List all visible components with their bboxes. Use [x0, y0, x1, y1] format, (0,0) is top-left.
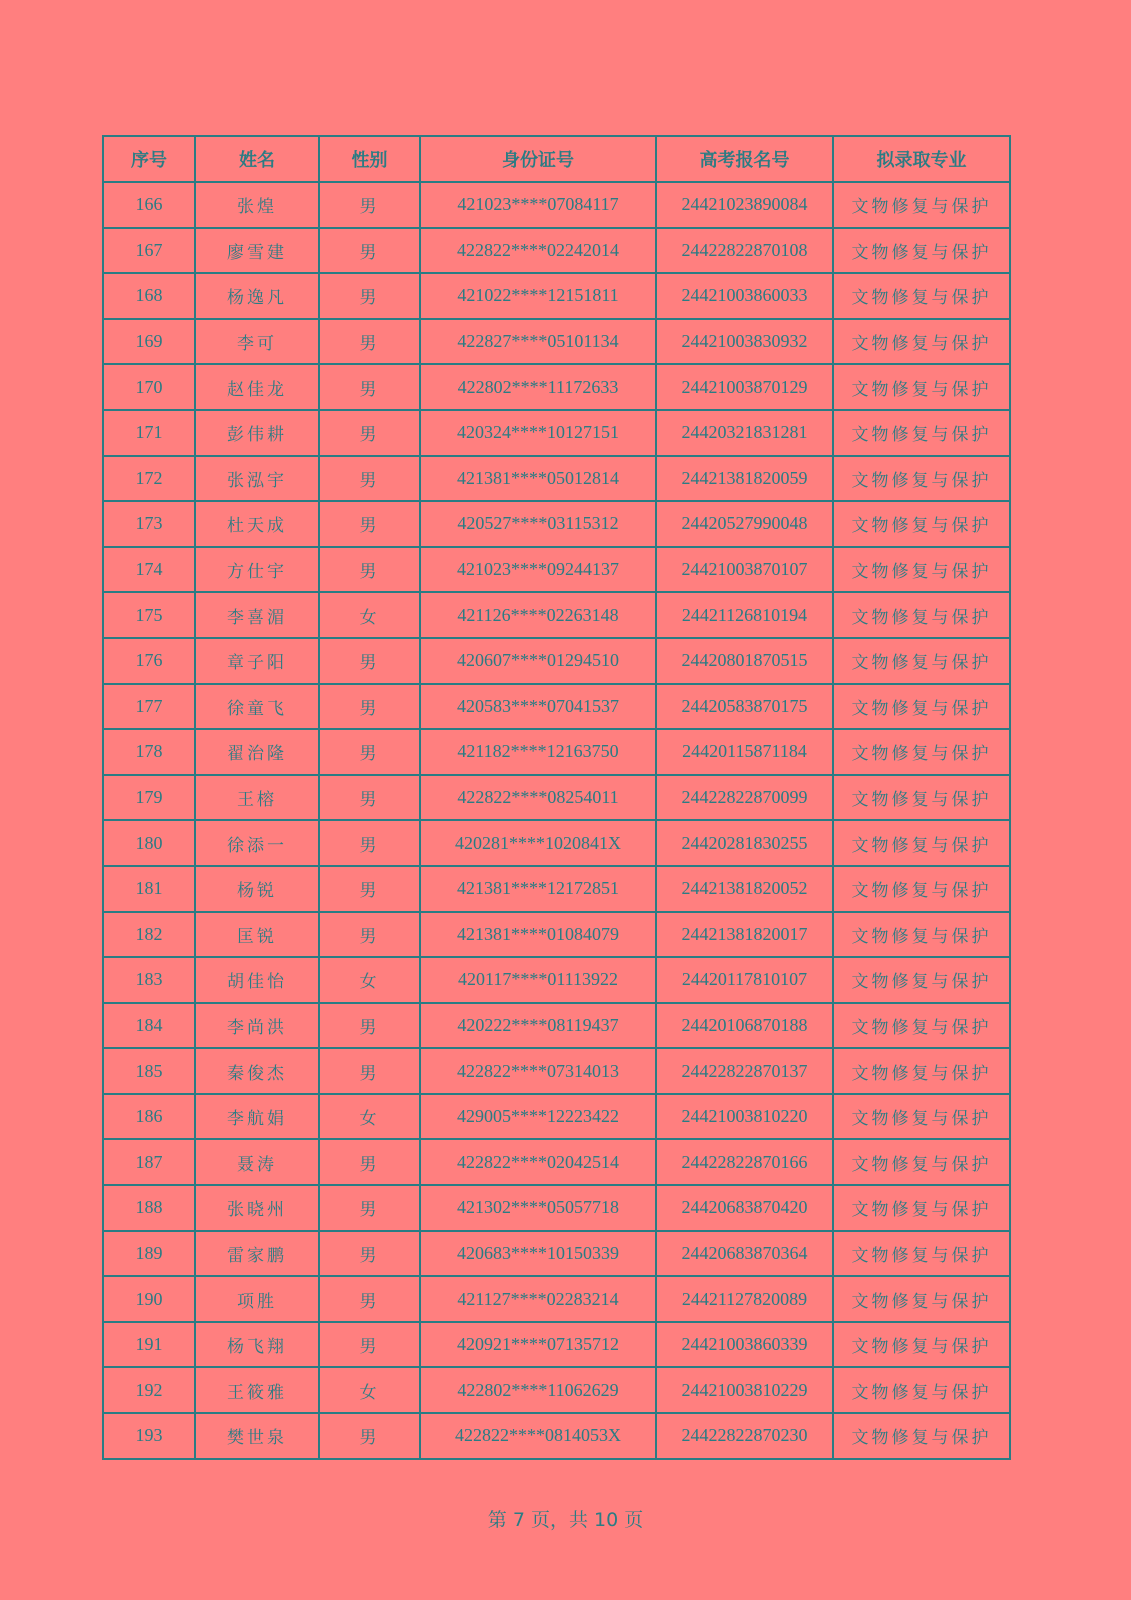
cell-gender: 女 — [319, 592, 420, 638]
cell-gender: 男 — [319, 547, 420, 593]
cell-gender: 女 — [319, 1367, 420, 1413]
cell-major: 文物修复与保护 — [833, 1048, 1010, 1094]
table-row — [103, 501, 1010, 547]
cell-name: 匡锐 — [195, 912, 319, 958]
cell-exam-registration-number: 24422822870099 — [656, 775, 833, 821]
admission-table-container — [102, 135, 1009, 1460]
cell-gender: 男 — [319, 273, 420, 319]
cell-id-number: 421302****05057718 — [420, 1185, 656, 1231]
cell-exam-registration-number: 24420527990048 — [656, 501, 833, 547]
cell-name: 秦俊杰 — [195, 1048, 319, 1094]
cell-gender: 男 — [319, 638, 420, 684]
cell-gender: 男 — [319, 866, 420, 912]
table-row — [103, 912, 1010, 958]
cell-major: 文物修复与保护 — [833, 1003, 1010, 1049]
cell-major: 文物修复与保护 — [833, 1276, 1010, 1322]
table-row — [103, 228, 1010, 274]
cell-gender: 男 — [319, 410, 420, 456]
cell-exam-registration-number: 24421003810229 — [656, 1367, 833, 1413]
cell-exam-registration-number: 24421003810220 — [656, 1094, 833, 1140]
cell-serial: 182 — [103, 912, 195, 958]
cell-gender: 男 — [319, 319, 420, 365]
cell-gender: 男 — [319, 1003, 420, 1049]
cell-serial: 187 — [103, 1139, 195, 1185]
cell-id-number: 420607****01294510 — [420, 638, 656, 684]
cell-major: 文物修复与保护 — [833, 1094, 1010, 1140]
cell-name: 方仕宇 — [195, 547, 319, 593]
header-gender: 性别 — [319, 136, 420, 182]
table-row — [103, 319, 1010, 365]
cell-gender: 男 — [319, 364, 420, 410]
cell-exam-registration-number: 24421381820059 — [656, 456, 833, 502]
cell-serial: 189 — [103, 1231, 195, 1277]
cell-exam-registration-number: 24421381820052 — [656, 866, 833, 912]
cell-id-number: 421023****07084117 — [420, 182, 656, 228]
cell-major: 文物修复与保护 — [833, 228, 1010, 274]
cell-id-number: 421182****12163750 — [420, 729, 656, 775]
cell-id-number: 422822****02042514 — [420, 1139, 656, 1185]
cell-major: 文物修复与保护 — [833, 820, 1010, 866]
cell-id-number: 421381****12172851 — [420, 866, 656, 912]
cell-major: 文物修复与保护 — [833, 364, 1010, 410]
cell-name: 徐添一 — [195, 820, 319, 866]
cell-serial: 174 — [103, 547, 195, 593]
admission-table — [102, 135, 1011, 1460]
cell-serial: 192 — [103, 1367, 195, 1413]
table-row — [103, 1322, 1010, 1368]
cell-gender: 女 — [319, 1094, 420, 1140]
cell-id-number: 422822****08254011 — [420, 775, 656, 821]
cell-name: 张晓州 — [195, 1185, 319, 1231]
cell-name: 王榕 — [195, 775, 319, 821]
table-header-row — [103, 136, 1010, 182]
cell-serial: 167 — [103, 228, 195, 274]
table-row — [103, 364, 1010, 410]
cell-name: 杨飞翔 — [195, 1322, 319, 1368]
cell-exam-registration-number: 24422822870108 — [656, 228, 833, 274]
table-row — [103, 1367, 1010, 1413]
table-row — [103, 729, 1010, 775]
cell-serial: 193 — [103, 1413, 195, 1459]
cell-name: 张煌 — [195, 182, 319, 228]
cell-name: 章子阳 — [195, 638, 319, 684]
cell-exam-registration-number: 24420281830255 — [656, 820, 833, 866]
cell-major: 文物修复与保护 — [833, 638, 1010, 684]
cell-name: 张泓宇 — [195, 456, 319, 502]
cell-major: 文物修复与保护 — [833, 1185, 1010, 1231]
cell-gender: 男 — [319, 912, 420, 958]
header-name: 姓名 — [195, 136, 319, 182]
cell-exam-registration-number: 24420683870420 — [656, 1185, 833, 1231]
cell-name: 彭伟耕 — [195, 410, 319, 456]
cell-serial: 170 — [103, 364, 195, 410]
cell-major: 文物修复与保护 — [833, 1139, 1010, 1185]
cell-exam-registration-number: 24421003860033 — [656, 273, 833, 319]
table-row — [103, 592, 1010, 638]
cell-id-number: 420222****08119437 — [420, 1003, 656, 1049]
cell-gender: 男 — [319, 1139, 420, 1185]
cell-serial: 169 — [103, 319, 195, 365]
header-serial: 序号 — [103, 136, 195, 182]
cell-major: 文物修复与保护 — [833, 1413, 1010, 1459]
cell-serial: 185 — [103, 1048, 195, 1094]
cell-gender: 男 — [319, 182, 420, 228]
cell-major: 文物修复与保护 — [833, 273, 1010, 319]
cell-serial: 177 — [103, 684, 195, 730]
cell-name: 聂涛 — [195, 1139, 319, 1185]
table-row — [103, 820, 1010, 866]
cell-exam-registration-number: 24420115871184 — [656, 729, 833, 775]
cell-id-number: 422802****11172633 — [420, 364, 656, 410]
table-row — [103, 182, 1010, 228]
cell-exam-registration-number: 24421003860339 — [656, 1322, 833, 1368]
cell-major: 文物修复与保护 — [833, 775, 1010, 821]
cell-gender: 男 — [319, 775, 420, 821]
cell-gender: 女 — [319, 957, 420, 1003]
cell-name: 李喜湄 — [195, 592, 319, 638]
cell-gender: 男 — [319, 1185, 420, 1231]
table-row — [103, 1276, 1010, 1322]
cell-id-number: 422802****11062629 — [420, 1367, 656, 1413]
table-row — [103, 1139, 1010, 1185]
cell-name: 杨逸凡 — [195, 273, 319, 319]
cell-gender: 男 — [319, 729, 420, 775]
cell-id-number: 421381****05012814 — [420, 456, 656, 502]
cell-gender: 男 — [319, 456, 420, 502]
cell-major: 文物修复与保护 — [833, 592, 1010, 638]
cell-name: 赵佳龙 — [195, 364, 319, 410]
cell-id-number: 420583****07041537 — [420, 684, 656, 730]
table-row — [103, 684, 1010, 730]
cell-serial: 176 — [103, 638, 195, 684]
cell-name: 雷家鹏 — [195, 1231, 319, 1277]
cell-id-number: 421126****02263148 — [420, 592, 656, 638]
table-row — [103, 547, 1010, 593]
header-major: 拟录取专业 — [833, 136, 1010, 182]
cell-gender: 男 — [319, 820, 420, 866]
cell-major: 文物修复与保护 — [833, 912, 1010, 958]
cell-major: 文物修复与保护 — [833, 684, 1010, 730]
cell-gender: 男 — [319, 1322, 420, 1368]
cell-id-number: 420324****10127151 — [420, 410, 656, 456]
cell-major: 文物修复与保护 — [833, 866, 1010, 912]
cell-exam-registration-number: 24421381820017 — [656, 912, 833, 958]
cell-exam-registration-number: 24420321831281 — [656, 410, 833, 456]
cell-id-number: 420683****10150339 — [420, 1231, 656, 1277]
header-id-number: 身份证号 — [420, 136, 656, 182]
cell-id-number: 422822****0814053X — [420, 1413, 656, 1459]
cell-major: 文物修复与保护 — [833, 410, 1010, 456]
cell-name: 李航娟 — [195, 1094, 319, 1140]
cell-name: 樊世泉 — [195, 1413, 319, 1459]
cell-exam-registration-number: 24421023890084 — [656, 182, 833, 228]
cell-id-number: 422822****07314013 — [420, 1048, 656, 1094]
table-row — [103, 866, 1010, 912]
cell-id-number: 422822****02242014 — [420, 228, 656, 274]
cell-exam-registration-number: 24420683870364 — [656, 1231, 833, 1277]
cell-exam-registration-number: 24421003870129 — [656, 364, 833, 410]
cell-name: 廖雪建 — [195, 228, 319, 274]
cell-name: 杜天成 — [195, 501, 319, 547]
table-row — [103, 1185, 1010, 1231]
cell-serial: 181 — [103, 866, 195, 912]
table-row — [103, 1048, 1010, 1094]
cell-exam-registration-number: 24420117810107 — [656, 957, 833, 1003]
cell-serial: 175 — [103, 592, 195, 638]
header-exam-registration-number: 高考报名号 — [656, 136, 833, 182]
cell-exam-registration-number: 24421126810194 — [656, 592, 833, 638]
cell-id-number: 421381****01084079 — [420, 912, 656, 958]
cell-major: 文物修复与保护 — [833, 729, 1010, 775]
table-row — [103, 1231, 1010, 1277]
cell-serial: 191 — [103, 1322, 195, 1368]
cell-exam-registration-number: 24421003870107 — [656, 547, 833, 593]
cell-serial: 183 — [103, 957, 195, 1003]
cell-major: 文物修复与保护 — [833, 1367, 1010, 1413]
cell-exam-registration-number: 24422822870137 — [656, 1048, 833, 1094]
cell-id-number: 420921****07135712 — [420, 1322, 656, 1368]
cell-serial: 178 — [103, 729, 195, 775]
table-row — [103, 1003, 1010, 1049]
table-row — [103, 638, 1010, 684]
cell-id-number: 421023****09244137 — [420, 547, 656, 593]
cell-exam-registration-number: 24422822870166 — [656, 1139, 833, 1185]
cell-major: 文物修复与保护 — [833, 501, 1010, 547]
cell-name: 王筱雅 — [195, 1367, 319, 1413]
table-row — [103, 957, 1010, 1003]
cell-exam-registration-number: 24421127820089 — [656, 1276, 833, 1322]
cell-name: 李尚洪 — [195, 1003, 319, 1049]
cell-name: 徐童飞 — [195, 684, 319, 730]
cell-serial: 186 — [103, 1094, 195, 1140]
cell-id-number: 420527****03115312 — [420, 501, 656, 547]
cell-serial: 184 — [103, 1003, 195, 1049]
cell-id-number: 429005****12223422 — [420, 1094, 656, 1140]
cell-gender: 男 — [319, 1276, 420, 1322]
cell-name: 胡佳怡 — [195, 957, 319, 1003]
cell-serial: 166 — [103, 182, 195, 228]
cell-serial: 188 — [103, 1185, 195, 1231]
cell-id-number: 420281****1020841X — [420, 820, 656, 866]
cell-serial: 180 — [103, 820, 195, 866]
cell-id-number: 420117****01113922 — [420, 957, 656, 1003]
cell-gender: 男 — [319, 228, 420, 274]
table-row — [103, 775, 1010, 821]
cell-major: 文物修复与保护 — [833, 547, 1010, 593]
cell-name: 杨锐 — [195, 866, 319, 912]
cell-exam-registration-number: 24421003830932 — [656, 319, 833, 365]
cell-gender: 男 — [319, 1413, 420, 1459]
cell-gender: 男 — [319, 501, 420, 547]
table-row — [103, 410, 1010, 456]
cell-name: 李可 — [195, 319, 319, 365]
cell-exam-registration-number: 24420106870188 — [656, 1003, 833, 1049]
cell-major: 文物修复与保护 — [833, 319, 1010, 365]
cell-serial: 168 — [103, 273, 195, 319]
cell-gender: 男 — [319, 1231, 420, 1277]
cell-serial: 190 — [103, 1276, 195, 1322]
cell-serial: 173 — [103, 501, 195, 547]
page-number: 第 7 页，共 10 页 — [487, 1509, 644, 1531]
table-row — [103, 1094, 1010, 1140]
cell-major: 文物修复与保护 — [833, 182, 1010, 228]
cell-gender: 男 — [319, 1048, 420, 1094]
table-row — [103, 1413, 1010, 1459]
cell-serial: 179 — [103, 775, 195, 821]
cell-serial: 172 — [103, 456, 195, 502]
cell-name: 翟治隆 — [195, 729, 319, 775]
cell-gender: 男 — [319, 684, 420, 730]
table-body — [103, 182, 1010, 1459]
cell-major: 文物修复与保护 — [833, 456, 1010, 502]
cell-major: 文物修复与保护 — [833, 1322, 1010, 1368]
cell-exam-registration-number: 24422822870230 — [656, 1413, 833, 1459]
table-row — [103, 456, 1010, 502]
cell-id-number: 421127****02283214 — [420, 1276, 656, 1322]
cell-serial: 171 — [103, 410, 195, 456]
cell-id-number: 421022****12151811 — [420, 273, 656, 319]
cell-name: 项胜 — [195, 1276, 319, 1322]
cell-major: 文物修复与保护 — [833, 1231, 1010, 1277]
table-row — [103, 273, 1010, 319]
cell-exam-registration-number: 24420801870515 — [656, 638, 833, 684]
cell-id-number: 422827****05101134 — [420, 319, 656, 365]
cell-major: 文物修复与保护 — [833, 957, 1010, 1003]
cell-exam-registration-number: 24420583870175 — [656, 684, 833, 730]
